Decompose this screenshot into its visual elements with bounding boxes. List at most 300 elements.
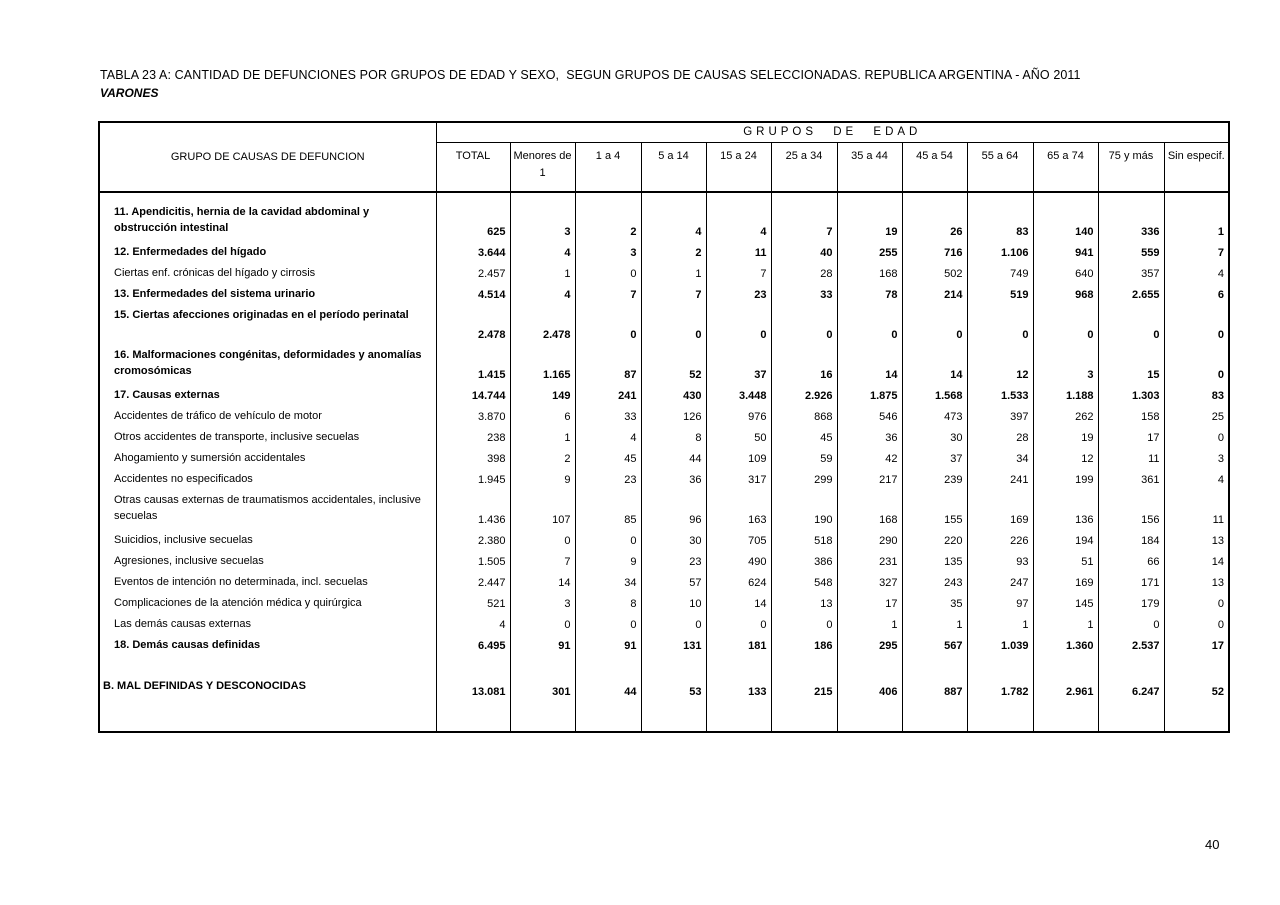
value-cell: 156 [1098, 490, 1164, 530]
value-cell: 521 [436, 593, 510, 614]
value-cell: 6.495 [436, 635, 510, 656]
value-cell: 7 [771, 202, 837, 242]
value-cell: 28 [967, 427, 1033, 448]
value-cell: 4.514 [436, 284, 510, 305]
value-cell: 2 [510, 448, 575, 469]
value-cell: 179 [1098, 593, 1164, 614]
table-row [99, 202, 1229, 242]
value-cell: 4 [1164, 469, 1229, 490]
value-cell: 15 [1098, 345, 1164, 385]
spacer-cell [99, 702, 436, 732]
value-cell: 6 [1164, 284, 1229, 305]
spacer-cell [99, 192, 436, 202]
spacer-cell [706, 192, 771, 202]
value-cell: 13 [1164, 572, 1229, 593]
spacer-cell [1164, 656, 1229, 676]
spacer-cell [436, 192, 510, 202]
value-cell: 34 [967, 448, 1033, 469]
value-cell: 295 [837, 635, 902, 656]
value-cell: 14 [837, 345, 902, 385]
spacer-cell [837, 192, 902, 202]
value-cell: 1 [1033, 614, 1098, 635]
value-cell: 705 [706, 530, 771, 551]
value-cell: 361 [1098, 469, 1164, 490]
value-cell: 1 [510, 263, 575, 284]
value-cell: 36 [641, 469, 706, 490]
value-cell: 4 [575, 427, 641, 448]
value-cell: 97 [967, 593, 1033, 614]
value-cell: 30 [902, 427, 967, 448]
value-cell: 1 [837, 614, 902, 635]
cause-label: Complicaciones de la atención médica y quirúrgica [114, 597, 362, 609]
value-cell: 2.478 [510, 305, 575, 345]
table-row [99, 614, 1229, 635]
value-cell: 239 [902, 469, 967, 490]
value-cell: 2.537 [1098, 635, 1164, 656]
table-row [99, 263, 1229, 284]
value-cell: 4 [641, 202, 706, 242]
value-cell: 12 [967, 345, 1033, 385]
value-cell: 241 [575, 385, 641, 406]
value-cell: 317 [706, 469, 771, 490]
spacer-cell [510, 702, 575, 732]
value-cell: 133 [706, 676, 771, 702]
value-cell: 4 [706, 202, 771, 242]
value-cell: 91 [575, 635, 641, 656]
table-row [99, 305, 1229, 345]
table-row [99, 427, 1229, 448]
cause-label: Agresiones, inclusive secuelas [114, 555, 264, 567]
spacer-cell [902, 192, 967, 202]
value-cell: 255 [837, 242, 902, 263]
value-cell: 2 [641, 242, 706, 263]
value-cell: 131 [641, 635, 706, 656]
value-cell: 0 [641, 305, 706, 345]
value-cell: 66 [1098, 551, 1164, 572]
value-cell: 0 [575, 305, 641, 345]
value-cell: 7 [575, 284, 641, 305]
value-cell: 135 [902, 551, 967, 572]
table-row [99, 448, 1229, 469]
cause-label: 12. Enfermedades del hígado [114, 246, 267, 258]
table-row [99, 635, 1229, 656]
value-cell: 169 [1033, 572, 1098, 593]
value-cell: 1.360 [1033, 635, 1098, 656]
spacer-cell [1033, 192, 1098, 202]
value-cell: 7 [510, 551, 575, 572]
column-header: 65 a 74 [1033, 143, 1098, 193]
value-cell: 45 [771, 427, 837, 448]
value-cell: 186 [771, 635, 837, 656]
value-cell: 44 [575, 676, 641, 702]
value-cell: 4 [510, 242, 575, 263]
cause-label: Ciertas enf. crónicas del hígado y cirrosis [114, 267, 316, 279]
value-cell: 1.165 [510, 345, 575, 385]
value-cell: 26 [902, 202, 967, 242]
spacer-cell [967, 656, 1033, 676]
value-cell: 3.644 [436, 242, 510, 263]
value-cell: 14 [706, 593, 771, 614]
value-cell: 624 [706, 572, 771, 593]
value-cell: 625 [436, 202, 510, 242]
value-cell: 28 [771, 263, 837, 284]
value-cell: 168 [837, 490, 902, 530]
spacer-cell [1164, 192, 1229, 202]
value-cell: 59 [771, 448, 837, 469]
spacer-cell [771, 192, 837, 202]
value-cell: 968 [1033, 284, 1098, 305]
value-cell: 0 [575, 530, 641, 551]
value-cell: 13 [1164, 530, 1229, 551]
value-cell: 215 [771, 676, 837, 702]
cause-label: 15. Ciertas afecciones originadas en el período perinatal [114, 309, 409, 321]
value-cell: 1.303 [1098, 385, 1164, 406]
value-cell: 2.478 [436, 305, 510, 345]
column-header: 15 a 24 [706, 143, 771, 193]
table-row [99, 345, 1229, 385]
value-cell: 52 [1164, 676, 1229, 702]
value-cell: 171 [1098, 572, 1164, 593]
value-cell: 226 [967, 530, 1033, 551]
value-cell: 0 [706, 614, 771, 635]
value-cell: 11 [1164, 490, 1229, 530]
value-cell: 1.039 [967, 635, 1033, 656]
value-cell: 406 [837, 676, 902, 702]
value-cell: 3 [1033, 345, 1098, 385]
spacer-cell [1033, 702, 1098, 732]
value-cell: 168 [837, 263, 902, 284]
value-cell: 473 [902, 406, 967, 427]
value-cell: 0 [1164, 305, 1229, 345]
value-cell: 4 [1164, 263, 1229, 284]
spacer-cell [1098, 192, 1164, 202]
value-cell: 3 [575, 242, 641, 263]
cause-label: Eventos de intención no determinada, incl. secuelas [114, 576, 368, 588]
age-groups-band-header: GRUPOS DE EDAD [436, 122, 1229, 143]
table-row [99, 284, 1229, 305]
value-cell: 158 [1098, 406, 1164, 427]
value-cell: 1.568 [902, 385, 967, 406]
bottom-filler-row [99, 702, 1229, 732]
value-cell: 4 [510, 284, 575, 305]
value-cell: 1.945 [436, 469, 510, 490]
value-cell: 1 [967, 614, 1033, 635]
value-cell: 83 [1164, 385, 1229, 406]
column-header: Sin especif. [1164, 143, 1229, 193]
value-cell: 299 [771, 469, 837, 490]
value-cell: 1.415 [436, 345, 510, 385]
spacer-cell [902, 702, 967, 732]
value-cell: 57 [641, 572, 706, 593]
spacer-cell [706, 656, 771, 676]
value-cell: 109 [706, 448, 771, 469]
section-gap-row [99, 656, 1229, 676]
value-cell: 9 [510, 469, 575, 490]
value-cell: 52 [641, 345, 706, 385]
value-cell: 25 [1164, 406, 1229, 427]
value-cell: 2 [575, 202, 641, 242]
value-cell: 4 [436, 614, 510, 635]
value-cell: 13 [771, 593, 837, 614]
value-cell: 0 [575, 614, 641, 635]
cause-label: Las demás causas externas [114, 618, 251, 630]
value-cell: 36 [837, 427, 902, 448]
cause-label: Ahogamiento y sumersión accidentales [114, 452, 306, 464]
value-cell: 238 [436, 427, 510, 448]
value-cell: 199 [1033, 469, 1098, 490]
value-cell: 35 [902, 593, 967, 614]
value-cell: 78 [837, 284, 902, 305]
spacer-cell [837, 702, 902, 732]
value-cell: 136 [1033, 490, 1098, 530]
value-cell: 0 [902, 305, 967, 345]
column-header: 25 a 34 [771, 143, 837, 193]
spacer-cell [837, 656, 902, 676]
value-cell: 3.448 [706, 385, 771, 406]
value-cell: 1.188 [1033, 385, 1098, 406]
table-row [99, 676, 1229, 702]
value-cell: 0 [641, 614, 706, 635]
top-spacer-row [99, 192, 1229, 202]
value-cell: 17 [1098, 427, 1164, 448]
value-cell: 397 [967, 406, 1033, 427]
value-cell: 16 [771, 345, 837, 385]
value-cell: 7 [706, 263, 771, 284]
cause-label: 11. Apendicitis, hernia de la cavidad abdominal y obstrucción intestinal [114, 206, 370, 234]
cause-label: Suicidios, inclusive secuelas [114, 534, 253, 546]
spacer-cell [1098, 656, 1164, 676]
value-cell: 2.447 [436, 572, 510, 593]
value-cell: 0 [706, 305, 771, 345]
column-header: 55 a 64 [967, 143, 1033, 193]
value-cell: 53 [641, 676, 706, 702]
value-cell: 2.655 [1098, 284, 1164, 305]
value-cell: 217 [837, 469, 902, 490]
value-cell: 40 [771, 242, 837, 263]
value-cell: 976 [706, 406, 771, 427]
spacer-cell [436, 656, 510, 676]
value-cell: 0 [1164, 427, 1229, 448]
value-cell: 567 [902, 635, 967, 656]
value-cell: 868 [771, 406, 837, 427]
value-cell: 23 [641, 551, 706, 572]
value-cell: 126 [641, 406, 706, 427]
value-cell: 518 [771, 530, 837, 551]
value-cell: 247 [967, 572, 1033, 593]
value-cell: 0 [1098, 614, 1164, 635]
value-cell: 214 [902, 284, 967, 305]
value-cell: 8 [575, 593, 641, 614]
value-cell: 2.380 [436, 530, 510, 551]
value-cell: 0 [967, 305, 1033, 345]
value-cell: 430 [641, 385, 706, 406]
value-cell: 941 [1033, 242, 1098, 263]
spacer-cell [99, 656, 436, 676]
column-header: 35 a 44 [837, 143, 902, 193]
value-cell: 13.081 [436, 676, 510, 702]
value-cell: 1.533 [967, 385, 1033, 406]
value-cell: 519 [967, 284, 1033, 305]
spacer-cell [706, 702, 771, 732]
spacer-cell [510, 656, 575, 676]
value-cell: 0 [771, 614, 837, 635]
value-cell: 145 [1033, 593, 1098, 614]
value-cell: 0 [510, 530, 575, 551]
value-cell: 184 [1098, 530, 1164, 551]
value-cell: 1.782 [967, 676, 1033, 702]
table-row [99, 469, 1229, 490]
value-cell: 37 [706, 345, 771, 385]
value-cell: 0 [1164, 593, 1229, 614]
value-cell: 45 [575, 448, 641, 469]
value-cell: 0 [1033, 305, 1098, 345]
column-header: Menores de 1 [510, 143, 575, 193]
value-cell: 887 [902, 676, 967, 702]
value-cell: 386 [771, 551, 837, 572]
value-cell: 357 [1098, 263, 1164, 284]
value-cell: 87 [575, 345, 641, 385]
value-cell: 107 [510, 490, 575, 530]
value-cell: 51 [1033, 551, 1098, 572]
cause-label: 16. Malformaciones congénitas, deformidades y anomalías cromosómicas [114, 349, 422, 377]
table-row [99, 490, 1229, 530]
value-cell: 6.247 [1098, 676, 1164, 702]
table-row [99, 385, 1229, 406]
value-cell: 44 [641, 448, 706, 469]
value-cell: 546 [837, 406, 902, 427]
spacer-cell [575, 702, 641, 732]
value-cell: 33 [575, 406, 641, 427]
value-cell: 17 [837, 593, 902, 614]
group-header-row [99, 122, 1229, 143]
value-cell: 42 [837, 448, 902, 469]
value-cell: 2.926 [771, 385, 837, 406]
column-header: 45 a 54 [902, 143, 967, 193]
value-cell: 34 [575, 572, 641, 593]
value-cell: 12 [1033, 448, 1098, 469]
value-cell: 96 [641, 490, 706, 530]
value-cell: 1 [1164, 202, 1229, 242]
value-cell: 181 [706, 635, 771, 656]
value-cell: 231 [837, 551, 902, 572]
deaths-by-age-table [98, 121, 1230, 733]
value-cell: 19 [1033, 427, 1098, 448]
spacer-cell [575, 656, 641, 676]
value-cell: 30 [641, 530, 706, 551]
value-cell: 17 [1164, 635, 1229, 656]
value-cell: 85 [575, 490, 641, 530]
cause-label: Accidentes de tráfico de vehículo de motor [114, 410, 322, 422]
value-cell: 93 [967, 551, 1033, 572]
value-cell: 0 [1164, 345, 1229, 385]
column-header: 5 a 14 [641, 143, 706, 193]
spacer-cell [771, 656, 837, 676]
value-cell: 716 [902, 242, 967, 263]
value-cell: 194 [1033, 530, 1098, 551]
spacer-cell [641, 702, 706, 732]
value-cell: 8 [641, 427, 706, 448]
value-cell: 0 [1098, 305, 1164, 345]
value-cell: 336 [1098, 202, 1164, 242]
value-cell: 10 [641, 593, 706, 614]
value-cell: 548 [771, 572, 837, 593]
column-header: 75 y más [1098, 143, 1164, 193]
spacer-cell [510, 192, 575, 202]
value-cell: 6 [510, 406, 575, 427]
column-header: 1 a 4 [575, 143, 641, 193]
causes-column-header: GRUPO DE CAUSAS DE DEFUNCION [99, 122, 436, 192]
value-cell: 640 [1033, 263, 1098, 284]
value-cell: 0 [771, 305, 837, 345]
value-cell: 190 [771, 490, 837, 530]
value-cell: 11 [706, 242, 771, 263]
value-cell: 1 [641, 263, 706, 284]
value-cell: 2.961 [1033, 676, 1098, 702]
spacer-cell [436, 702, 510, 732]
value-cell: 502 [902, 263, 967, 284]
value-cell: 241 [967, 469, 1033, 490]
value-cell: 23 [575, 469, 641, 490]
value-cell: 3 [1164, 448, 1229, 469]
value-cell: 220 [902, 530, 967, 551]
value-cell: 14.744 [436, 385, 510, 406]
value-cell: 1 [902, 614, 967, 635]
value-cell: 490 [706, 551, 771, 572]
value-cell: 7 [1164, 242, 1229, 263]
spacer-cell [967, 702, 1033, 732]
value-cell: 14 [902, 345, 967, 385]
value-cell: 262 [1033, 406, 1098, 427]
cause-label: Otras causas externas de traumatismos accidentales, inclusive secuelas [114, 494, 421, 522]
value-cell: 140 [1033, 202, 1098, 242]
table-row [99, 530, 1229, 551]
value-cell: 50 [706, 427, 771, 448]
cause-label: Otros accidentes de transporte, inclusive secuelas [114, 431, 360, 443]
value-cell: 0 [1164, 614, 1229, 635]
spacer-cell [771, 702, 837, 732]
value-cell: 155 [902, 490, 967, 530]
value-cell: 1.505 [436, 551, 510, 572]
value-cell: 163 [706, 490, 771, 530]
value-cell: 11 [1098, 448, 1164, 469]
value-cell: 1.106 [967, 242, 1033, 263]
column-header: TOTAL [436, 143, 510, 193]
value-cell: 0 [575, 263, 641, 284]
value-cell: 9 [575, 551, 641, 572]
table-row [99, 242, 1229, 263]
value-cell: 23 [706, 284, 771, 305]
cause-label: 17. Causas externas [114, 389, 220, 401]
value-cell: 327 [837, 572, 902, 593]
value-cell: 0 [510, 614, 575, 635]
value-cell: 3.870 [436, 406, 510, 427]
value-cell: 149 [510, 385, 575, 406]
document-title: TABLA 23 A: CANTIDAD DE DEFUNCIONES POR GRUPOS DE EDAD Y SEXO, SEGUN GRUPOS DE CAUSAS SELECCIONADAS. REPUBLICA ARGENTINA - AÑO 2011 [100, 68, 1081, 82]
table-body [99, 192, 1229, 732]
value-cell: 1 [510, 427, 575, 448]
value-cell: 14 [1164, 551, 1229, 572]
cause-label: Accidentes no especificados [114, 473, 253, 485]
value-cell: 398 [436, 448, 510, 469]
value-cell: 19 [837, 202, 902, 242]
value-cell: 559 [1098, 242, 1164, 263]
table-row [99, 572, 1229, 593]
value-cell: 301 [510, 676, 575, 702]
spacer-cell [1164, 702, 1229, 732]
spacer-cell [902, 656, 967, 676]
spacer-cell [641, 656, 706, 676]
value-cell: 0 [837, 305, 902, 345]
